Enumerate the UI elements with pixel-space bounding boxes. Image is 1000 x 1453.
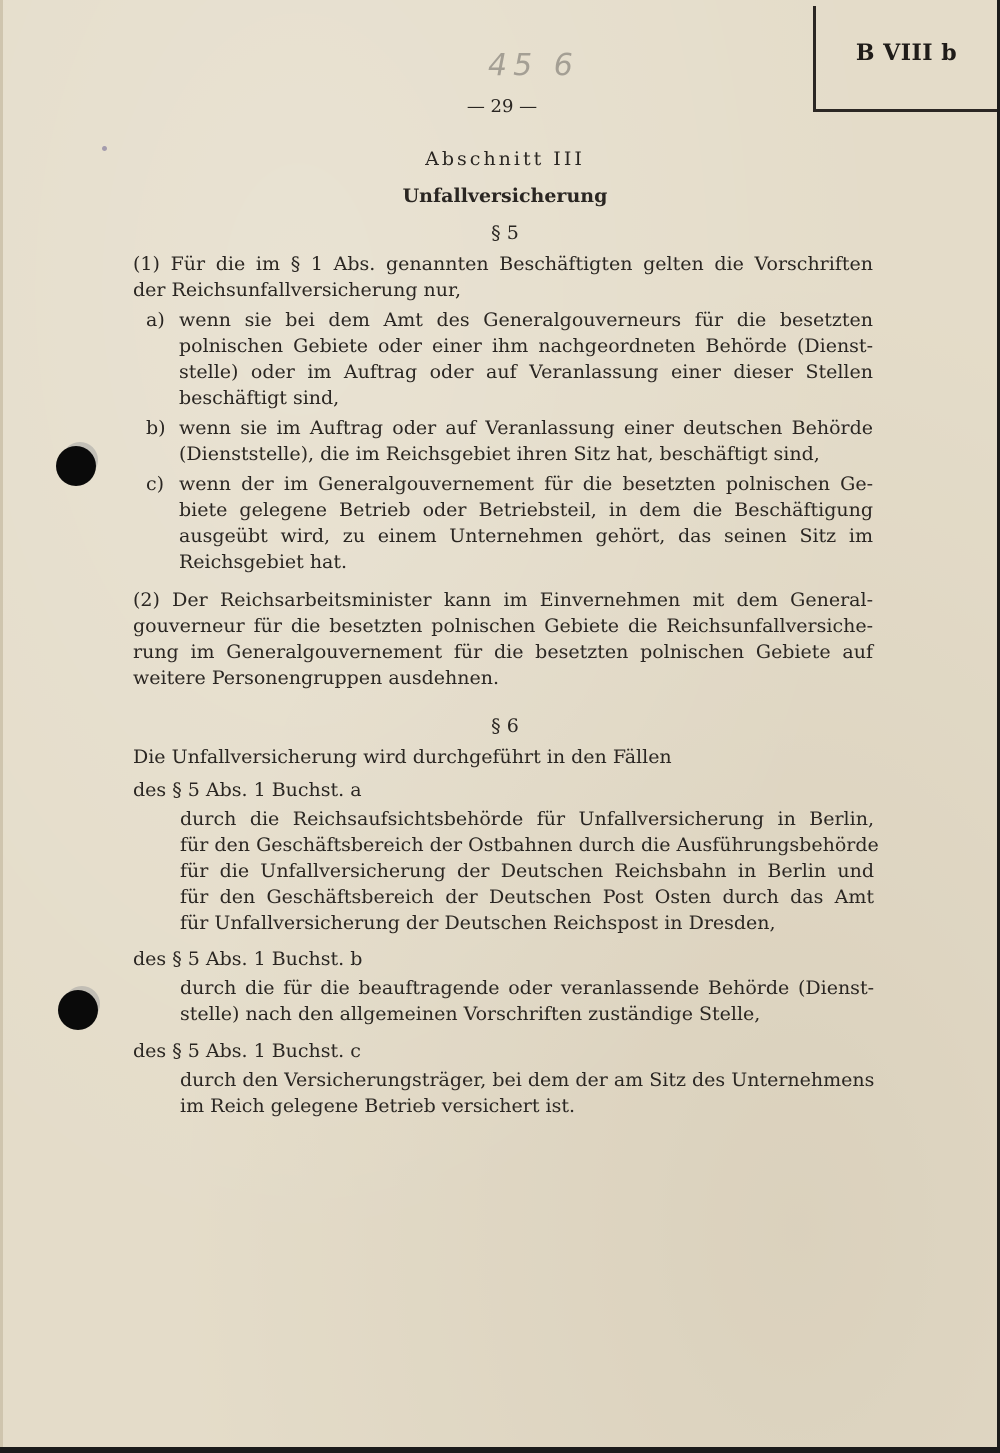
list-item-text (179, 415, 873, 467)
text-line: ausgeübt wird, zu einem Unternehmen gehört, das seinen Sitz im (179, 525, 873, 547)
text-line: wenn sie bei dem Amt des Generalgouverneurs für die besetzten (179, 309, 873, 331)
text-line: Reichsgebiet hat. (179, 551, 348, 573)
case-text-a (180, 806, 879, 936)
case-reference-a: des § 5 Abs. 1 Buchst. a (133, 779, 362, 801)
text-line: stelle) nach den allgemeinen Vorschriften zuständige Stelle, (180, 1003, 761, 1025)
text-line: durch die Reichsaufsichtsbehörde für Unfallversicherung in Berlin, (180, 808, 874, 830)
section-subheading: Unfallversicherung (402, 185, 608, 207)
list-item-text (179, 307, 873, 411)
paragraph-6-sign: § 6 (491, 715, 519, 737)
text-line: gouverneur für die besetzten polnischen Gebiete die Reichsunfallversiche- (133, 615, 873, 637)
list-item-label: b) (146, 417, 166, 439)
case-reference-b: des § 5 Abs. 1 Buchst. b (133, 948, 363, 970)
text-line: für den Geschäftsbereich der Deutschen Post Osten durch das Amt (180, 886, 874, 908)
paragraph-5-sign: § 5 (491, 222, 519, 244)
case-text-c (180, 1067, 874, 1119)
case-text-b (180, 975, 874, 1027)
register-tab-label: B VIII b (855, 39, 958, 66)
case-reference-c: des § 5 Abs. 1 Buchst. c (133, 1040, 361, 1062)
text-line: für die Unfallversicherung der Deutschen Reichsbahn in Berlin und (180, 860, 874, 882)
text-line: biete gelegene Betrieb oder Betriebsteil, in dem die Beschäftigung (179, 499, 873, 521)
paragraph-5-abs-1 (133, 251, 873, 303)
text-line: beschäftigt sind, (179, 387, 340, 409)
text-line: (Dienststelle), die im Reichsgebiet ihren Sitz hat, beschäftigt sind, (179, 443, 820, 465)
text-line: durch den Versicherungsträger, bei dem der am Sitz des Unternehmens (180, 1069, 875, 1091)
text-line: durch die für die beauftragende oder veranlassende Behörde (Dienst- (180, 977, 874, 999)
text-line: polnischen Gebiete oder einer ihm nachgeordneten Behörde (Dienst- (179, 335, 873, 357)
punch-hole-top (56, 446, 96, 486)
list-item-label: c) (146, 473, 165, 495)
text-line: (2) Der Reichsarbeitsminister kann im Einvernehmen mit dem General- (133, 589, 873, 611)
text-line: rung im Generalgouvernement für die besetzten polnischen Gebiete auf (133, 641, 873, 663)
section-heading: Abschnitt III (425, 148, 585, 170)
text-line: weitere Personengruppen ausdehnen. (133, 667, 500, 689)
paragraph-5-abs-2 (133, 587, 873, 691)
text-line: stelle) oder im Auftrag oder auf Veranlassung einer dieser Stellen (179, 361, 873, 383)
page-number: — 29 — (466, 96, 538, 117)
text-line: für den Geschäftsbereich der Ostbahnen durch die Ausführungsbehörde (180, 834, 879, 856)
text-line: für Unfallversicherung der Deutschen Reichspost in Dresden, (180, 912, 776, 934)
pencil-annotation: 45 6 (488, 48, 579, 83)
text-line: im Reich gelegene Betrieb versichert ist. (180, 1095, 576, 1117)
text-line: (1) Für die im § 1 Abs. genannten Beschäftigten gelten die Vorschriften (133, 253, 873, 275)
list-item-label: a) (146, 309, 165, 331)
text-line: wenn sie im Auftrag oder auf Veranlassung einer deutschen Behörde (179, 417, 873, 439)
paragraph-6-intro: Die Unfallversicherung wird durchgeführt in den Fällen (133, 746, 672, 768)
punch-hole-bottom (58, 990, 98, 1030)
list-item-text (179, 471, 873, 575)
text-line: wenn der im Generalgouvernement für die besetzten polnischen Ge- (179, 473, 873, 495)
text-line: der Reichsunfallversicherung nur, (133, 279, 462, 301)
